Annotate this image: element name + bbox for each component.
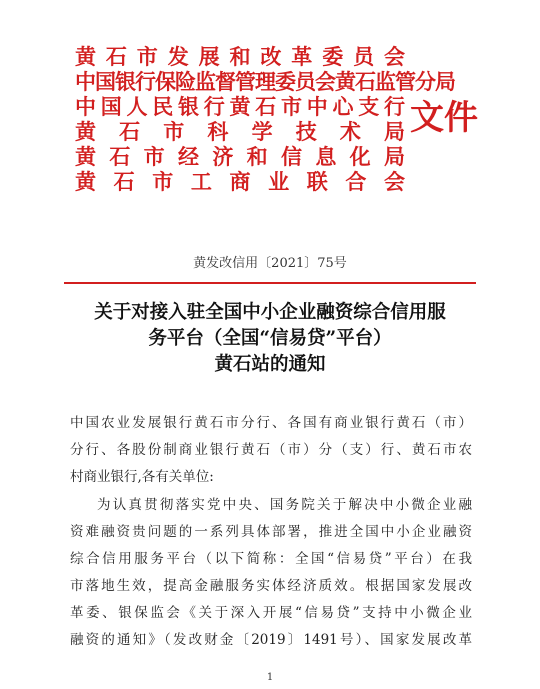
title-line: 关于对接入驻全国中小企业融资综合信用服	[94, 302, 446, 323]
body-line: 中国农业发展银行黄石市分行、各国有商业银行黄石（市）	[70, 415, 472, 431]
title-line: 务平台（全国“信易贷”平台）	[148, 328, 392, 349]
red-divider	[64, 282, 476, 284]
document-body	[70, 410, 472, 654]
body-line: 村商业银行,各有关单位:	[70, 469, 214, 485]
page-number: 1	[266, 672, 274, 683]
document-title	[60, 300, 480, 378]
title-line: 黄石站的通知	[214, 354, 326, 375]
document-number: 黄发改信用〔2021〕75号	[193, 256, 347, 271]
body-line: 资难融资贵问题的一系列具体部署，推进全国中小企业融资	[70, 524, 472, 540]
body-line: 分行、各股份制商业银行黄石（市）分（支）行、黄石市农	[70, 442, 472, 458]
issuer-name: 中国银行保险监督管理委员会黄石监管分局	[75, 69, 455, 94]
issuer-name: 黄石市工商业联合会	[75, 169, 405, 194]
issuer-name: 中国人民银行黄石市中心支行	[75, 94, 405, 119]
issuer-name: 黄石市发展和改革委员会	[75, 44, 405, 69]
body-line: 革委、银保监会《关于深入开展“信易贷”支持中小微企业	[70, 605, 472, 621]
main-paragraph	[70, 492, 472, 654]
issuer-name: 黄石市经济和信息化局	[75, 144, 405, 169]
body-line: 综合信用服务平台（以下简称：全国“信易贷”平台）在我	[70, 551, 472, 567]
body-line: 为认真贯彻落实党中央、国务院关于解决中小微企业融	[97, 497, 472, 513]
recipients-paragraph	[70, 410, 472, 491]
issuer-name: 黄石市科学技术局	[75, 119, 405, 144]
body-line: 融资的通知》（发改财金〔2019〕1491号）、国家发展改革	[70, 632, 472, 648]
body-line: 市落地生效，提高金融服务实体经济质效。根据国家发展改	[70, 578, 472, 594]
document-type-label: 文件	[410, 98, 478, 138]
